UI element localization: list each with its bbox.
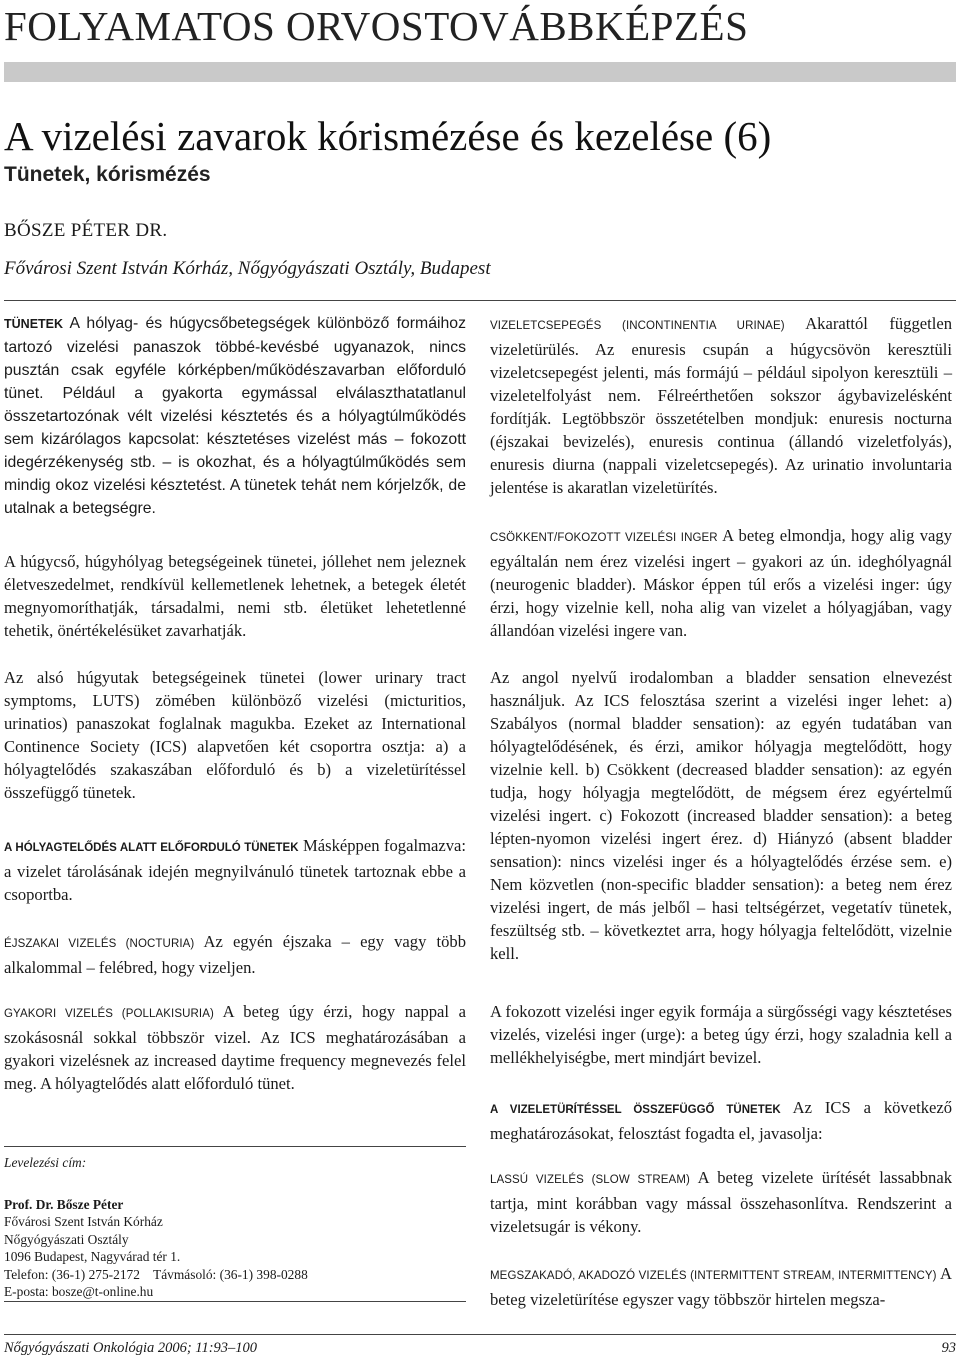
address-name: Prof. Dr. Bősze Péter <box>4 1196 124 1212</box>
author: BŐSZE PÉTER DR. <box>4 220 168 241</box>
paragraph-text: A beteg vizeletürítése egyszer vagy többször hirtelen megsza- <box>490 1264 953 1309</box>
header-bar <box>4 62 956 82</box>
address-top-rule <box>4 1146 466 1147</box>
paragraph-luts <box>4 666 466 804</box>
paragraph-text: Másképpen fogalmazva: a vizelet tárolásának idején megnyilvánuló tünetek tartoznak ebbe a csoportba. <box>4 836 466 904</box>
paragraph-bladder-sensation <box>490 666 952 965</box>
lead-slow-stream: LASSÚ VIZELÉS (SLOW STREAM) <box>490 1174 690 1186</box>
paragraph-symptoms <box>4 312 466 520</box>
address-bottom-rule <box>4 1301 466 1302</box>
paragraph-urethra <box>4 550 466 642</box>
lead-incontinence: VIZELETCSEPEGÉS (INCONTINENTIA URINAE) <box>490 320 785 332</box>
paragraph-text: A beteg úgy érzi, hogy nappal a szokásosnál sokkal többször vizel. Az ICS meghatározásában a gyakori vizelésnek az increased daytime frequency megnevezés felel meg. A hólyagtelődés alatt előforduló tünet. <box>4 1002 466 1093</box>
lead-nocturia: ÉJSZAKAI VIZELÉS (NOCTURIA) <box>4 938 195 950</box>
paragraph-slow-stream <box>490 1166 952 1238</box>
article-subtitle: Tünetek, kórismézés <box>4 163 211 186</box>
section-header: FOLYAMATOS ORVOSTOVÁBBKÉPZÉS <box>4 3 749 49</box>
lead-symptoms: TÜNETEK <box>4 317 64 331</box>
paragraph-nocturia <box>4 930 466 979</box>
paragraph-text: Az egyén éjszaka – egy vagy több alkalommal – felébred, hogy vizeljen. <box>4 932 466 977</box>
footer-journal: Nőgyógyászati Onkológia 2006; 11:93–100 <box>4 1340 258 1356</box>
paragraph-text: A fokozott vizelési inger egyik formája a sürgősségi vagy késztetéses vizelés, vizelési inger (urge): a beteg úgy érzi, hogy szaladnia kell a mellékhelyiségbe, mert mindjárt bevizel. <box>490 1002 952 1067</box>
paragraph-urge <box>490 1000 952 1069</box>
lead-intermittency: MEGSZAKADÓ, AKADOZÓ VIZELÉS (INTERMITTENT STREAM, INTERMITTENCY) <box>490 1270 937 1282</box>
paragraph-text: A beteg vizelete ürítését lassabbnak tartja, mint korábban vagy mással összehasonlítva. Rendszerint a vizeletsugár is vékony. <box>490 1168 952 1236</box>
paragraph-text: A húgycső, húgyhólyag betegségeinek tünetei, jóllehet nem jeleznek életveszedelmet, rendkívül kellemetlenek lehetnek, a betegek életét megnyomoríthatják, társadalmi, nemi stb. életüket lehetetlenné tehetik, önértékelésüket zavarhatják. <box>4 552 466 640</box>
paragraph-text: Akarattól független vizeletürülés. Az enuresis csupán a húgycsövön keresztüli vizeletcsepegést jelenti, más formájú – például sipolyon keresztüli – vizeletelfolyást nem. Félreérthetően sokszor ágybavizelésként fordítják. Legtöbbször összetételben mondjuk: enuresis nocturna (éjszakai bevizelés), enuresis continua (állandó vizeletfolyás), enuresis diurna (nappali vizeletcsepegés). Az urinatio involuntaria jelentése is akaratlan vizeletürítés. <box>490 314 952 497</box>
footer-rule <box>4 1334 956 1335</box>
paragraph-text: Az alsó húgyutak betegségeinek tünetei (lower urinary tract symptoms, LUTS) zömében különböző vizelési (micturitios, urinatios) panaszokat foglalnak magukba. Ezeket az International Continence Society (ICS) alapvetően két csoportra osztja: a) a hólyagtelődés szakaszában előforduló és b) a vizeletürítéssel összefüggő tünetek. <box>4 668 466 802</box>
address-line: Nőgyógyászati Osztály <box>4 1231 129 1247</box>
address-label: Levelezési cím: <box>4 1155 87 1170</box>
affiliation: Fővárosi Szent István Kórház, Nőgyógyászati Osztály, Budapest <box>4 258 491 279</box>
address-line: Fővárosi Szent István Kórház <box>4 1214 163 1229</box>
lead-filling: A HÓLYAGTELŐDÉS ALATT ELŐFORDULÓ TÜNETEK <box>4 842 299 854</box>
paragraph-text: Az angol nyelvű irodalomban a bladder sensation elnevezést használjuk. Az ICS felosztása szerint a vizelési inger lehet: a) Szabályos (normal bladder sensation): az egyén tudatában van hólyagtelődésének, és érzi, amikor hólyagja megtelődött, hogy vizelnie kell. b) Csökkent (decreased bladder sensation): az egyén tudja, hogy hólyagja megtelődött, de mégsem érez egyértelmű vizelési ingert. c) Fokozott (increased bladder sensation): a beteg lépten-nyomon vizelési ingert érez. d) Hiányzó (absent bladder sensation): nincs vizelési inger és a hólyagtelődés érzése sem. e) Nem közvetlen (non-specific bladder sensation): a beteg nem érez vizelési ingert, de más jelből – hasi teltségérzet, vegetatív tünetek, feszültség stb. – következtet arra, hogy hólyagja feltelődött, vizelnie kell. <box>490 668 952 963</box>
address-email: E-posta: bosze@t-online.hu <box>4 1284 154 1299</box>
header-rule <box>4 300 956 301</box>
page-number: 93 <box>941 1340 956 1356</box>
article-title: A vizelési zavarok kórismézése és kezelése (6) <box>4 113 772 159</box>
address-line: 1096 Budapest, Nagyvárad tér 1. <box>4 1249 181 1264</box>
paragraph-text: A beteg elmondja, hogy alig vagy egyáltalán nem érez vizelési ingert – gyakori az ún. ideghólyagnál (neurogenic bladder). Máskor éppen túl erős a vizelési inger: úgy érzi, hogy vizelnie kell, noha alig van vizelet a hólyagjában, vagy állandóan vizelési ingere van. <box>490 526 953 640</box>
lead-pollakisuria: GYAKORI VIZELÉS (POLLAKISURIA) <box>4 1008 214 1020</box>
lead-voiding: A VIZELETÜRÍTÉSSEL ÖSSZEFÜGGŐ TÜNETEK <box>490 1104 781 1116</box>
paragraph-intermittency <box>490 1262 952 1311</box>
address-phone: Telefon: (36-1) 275-2172 Távmásoló: (36-1) 398-0288 <box>4 1266 308 1282</box>
paragraph-text: A hólyag- és húgycsőbetegségek különböző formáihoz tartozó vizelési panaszok többé-kevésbé ugyanazok, nincs pusztán csak egyféle kórképben/működészavarban előforduló tünet. Például a gyakorta egymással elválaszthatatlanul összetartozónak vélt vizelési késztetés és a hólyagtúlműködés sem kizárólagos kapcsolat: késztetéses vizelést más – fokozott idegérzékenység stb. – is okozhat, és a hólyagtúlműködés sem mindig okoz vizelési késztetést. A tünetek tehát nem kórjelzők, de utalnak a betegségre. <box>4 315 466 517</box>
paragraph-sensation <box>490 524 952 642</box>
paragraph-filling <box>4 834 466 906</box>
lead-sensation: CSÖKKENT/FOKOZOTT VIZELÉSI INGER <box>490 532 718 544</box>
paragraph-voiding <box>490 1096 952 1145</box>
paragraph-pollakisuria <box>4 1000 466 1095</box>
paragraph-incontinence <box>490 312 952 499</box>
correspondence-address <box>4 1154 308 1301</box>
paragraph-text: Az ICS a következő meghatározásokat, felosztást fogadta el, javasolja: <box>490 1098 953 1143</box>
